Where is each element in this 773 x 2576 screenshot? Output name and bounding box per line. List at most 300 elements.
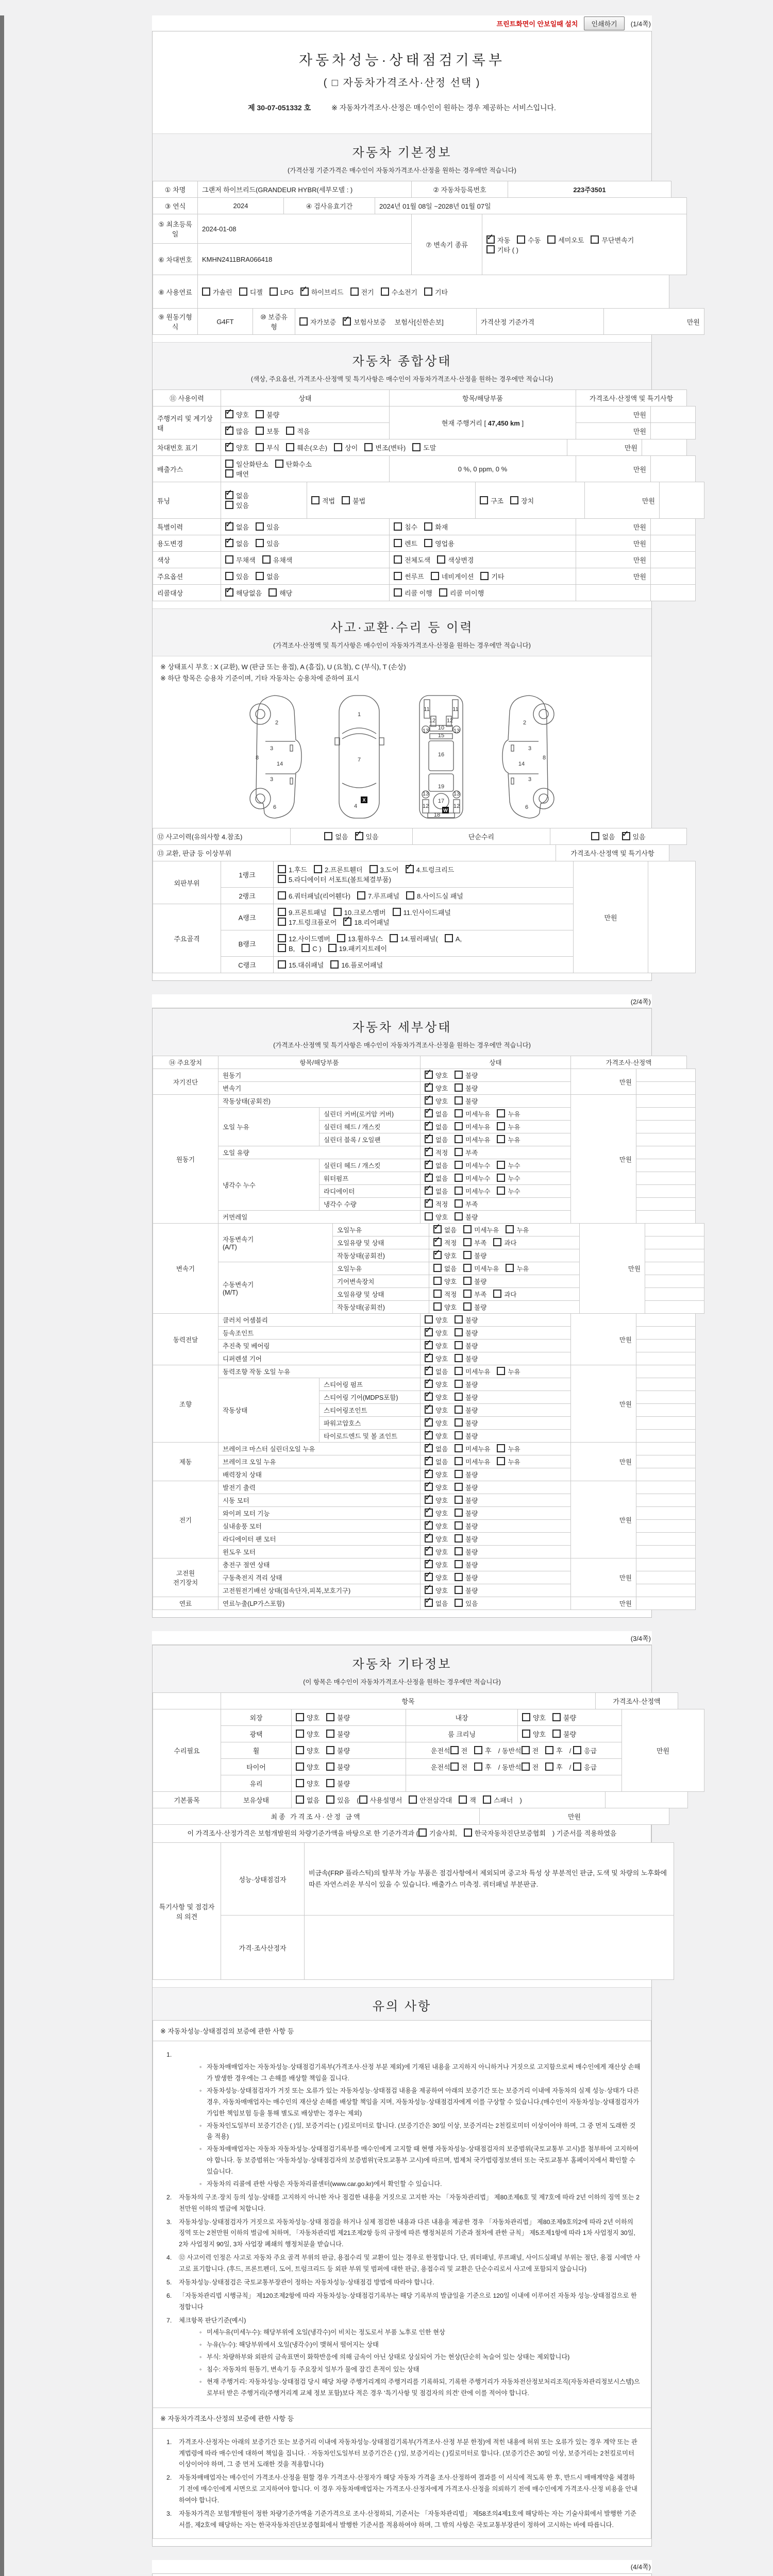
table-cell	[292, 1775, 406, 1792]
table-cell: 라디에이터	[320, 1185, 421, 1198]
checkbox-unchecked: 색상변경	[437, 555, 474, 565]
caution-item: 7. 체크항목 판단기준(예시)	[166, 2316, 246, 2324]
table-cell	[421, 1352, 571, 1365]
diagram-part-number: 6	[525, 804, 529, 811]
table-cell: 변속기	[219, 1082, 421, 1095]
checkbox-unchecked: 훼손(오손)	[286, 443, 327, 452]
checkbox-unchecked: 전	[522, 1762, 539, 1772]
caution-item: 2. 자동차매매업자는 매수인이 가격조사·산정을 원할 경우 가격조사·산정자가 해당 자동차 가격을 조사·산정하여 결과를 이 서식에 적도록 한 후, 반드시 매매계약을 체결하기 전에 매수인에게 서면으로 고지하여야 합니다. 이 경우 자동차매매업자는 가격조사·산정자에게 가격조사·산정을 의뢰하기 전에 매수인에게 가격조사·산정 비용을 안내하여야 합니다.	[166, 2474, 638, 2504]
table-cell: 차대번호 표기	[153, 439, 221, 456]
table-cell	[390, 535, 576, 552]
basic-info-table-row2	[153, 197, 687, 214]
table-cell: 윈도우 모터	[219, 1546, 421, 1558]
checkbox-checked: ✓ 적정	[425, 1199, 448, 1209]
table-cell: 상태	[221, 390, 390, 406]
vin-value: KMHN2411BRA066418	[198, 244, 412, 275]
checkbox-checked: ✓ 양호	[425, 1534, 448, 1544]
first-reg-value: 2024-01-08	[198, 214, 412, 244]
checkbox-unchecked: 있음	[326, 1795, 350, 1805]
checkbox-unchecked: 불량	[455, 1560, 478, 1569]
doc-service-note: ※ 자동차가격조사·산정은 매수인이 원하는 경우 제공하는 서비스입니다.	[331, 104, 556, 112]
detail-highvoltage-group	[153, 1558, 696, 1597]
section-title: 유의 사항	[372, 1999, 432, 2014]
checkbox-unchecked: 불량	[455, 1470, 478, 1479]
table-cell: 항목	[221, 1693, 596, 1709]
page-marker-2: (2/4쪽)	[630, 997, 651, 1006]
checkbox-unchecked: 누유	[497, 1457, 520, 1466]
emission-value: 0 %, 0 ppm, 0 %	[390, 456, 576, 482]
page-marker-strip-3	[152, 1631, 652, 1645]
checkbox-checked: ✓ 하이브리드	[300, 287, 344, 297]
checkbox-checked: ✓ 없음	[425, 1174, 448, 1183]
caution-price-header: ※ 자동차가격조사·산정의 보증에 관한 사항 등	[153, 2408, 651, 2429]
section-note: (색상, 주요옵션, 가격조사·산정액 및 특기사항은 매수인이 자동차가격조사·산정을 원하는 경우에만 적습니다)	[250, 376, 553, 383]
table-cell: 만원	[571, 1597, 636, 1610]
caution-item: 3. 자동차가격은 보험개발원이 정한 차량기준가액을 기준가격으로 조사·산정하되, 기준서는 「자동차관리법」 제58조의4제1호에 해당하는 자는 기술사회에서 발행한 기준서를, 제2호에 해당하는 자는 한국자동차진단보증협회에서 발행한 기준서를 적용하여야 하며, 그 밖의 사항은 국토교통부장관이 정하여 고시하는 바에 따릅니다.	[166, 2510, 636, 2529]
checkbox-unchecked: 과다	[493, 1238, 516, 1247]
checkbox-unchecked: 탄화수소	[275, 459, 312, 469]
year-value: 2024	[198, 198, 284, 214]
checkbox-checked: ✓ 양호	[425, 1431, 448, 1440]
table-cell	[421, 1172, 571, 1185]
diagram-part-number: 19	[438, 784, 445, 790]
comp-color-row	[153, 551, 696, 568]
table-cell: 만원	[622, 1709, 704, 1792]
checkbox-unchecked: 양호	[522, 1729, 546, 1739]
table-cell	[636, 1069, 696, 1082]
section-note: (가격산정 기준가격은 매수인이 자동차가격조사·산정을 원하는 경우에만 적습니다)	[288, 167, 516, 174]
checkbox-unchecked: 스패너	[483, 1795, 513, 1805]
checkbox-unchecked: 적법	[311, 496, 335, 505]
diagram-part-number: 14	[518, 761, 525, 768]
table-cell: 가격조사·산정액	[571, 1056, 687, 1069]
checkbox-unchecked: 무단변속기	[591, 235, 634, 245]
diagram-part-number: 8	[255, 755, 259, 761]
table-cell	[274, 904, 574, 930]
table-cell: 고전원 전기장치	[153, 1558, 219, 1597]
page-2	[152, 1008, 652, 1618]
table-cell	[221, 482, 307, 519]
table-cell: 만원	[576, 535, 651, 552]
table-cell	[645, 1236, 704, 1249]
checkbox-unchecked: 구조	[480, 496, 503, 505]
table-cell: C랭크	[221, 957, 274, 973]
table-cell: 만원	[576, 552, 651, 568]
checkbox-unchecked: C )	[301, 944, 321, 953]
diagram-part-number: 2	[523, 720, 527, 726]
checkbox-unchecked: 전체도색	[394, 555, 430, 565]
page-3	[152, 1645, 670, 2546]
detail-transmission-group	[153, 1223, 704, 1314]
table-cell: 고전원전기배선 상태(접속단자,피복,보호기구)	[219, 1584, 421, 1597]
checkbox-unchecked: 미세누유	[455, 1444, 490, 1453]
table-cell	[421, 1378, 571, 1391]
checkbox-checked: ✓ 없음	[425, 1161, 448, 1170]
checkbox-unchecked: 변조(변타)	[364, 443, 406, 452]
table-cell: 1랭크	[221, 861, 274, 888]
checkbox-unchecked: 양호	[296, 1762, 320, 1772]
page-marker-strip-2	[152, 994, 652, 1008]
caution-item: 6. 「자동차관리법 시행규칙」 제120조제2항에 따라 자동차성능·상태점검기록부는 해당 기록부의 발급일을 기준으로 120일 이내에 이루어진 자동차 성능·상태점검으로 한정합니다	[166, 2292, 637, 2311]
comp-mileage-row	[153, 406, 696, 439]
table-cell	[221, 585, 390, 601]
table-cell	[636, 1108, 696, 1121]
diagram-part-number: 8	[542, 755, 546, 761]
table-cell: 라디에이터 팬 모터	[219, 1533, 421, 1546]
table-cell: 작동상태(공회전)	[219, 1095, 421, 1108]
checkbox-checked: ✓자동	[486, 235, 510, 245]
section-title: 자동차 기본정보	[352, 146, 452, 160]
table-cell	[636, 1481, 696, 1494]
table-cell	[642, 439, 687, 456]
table-cell	[221, 406, 390, 423]
checkbox-unchecked: 렌트	[394, 538, 417, 548]
checkbox-unchecked: 양호	[296, 1729, 320, 1739]
comp-usage-row	[153, 535, 696, 552]
checkbox-unchecked: 12.사이드멤버	[278, 934, 330, 943]
table-cell: 냉각수 수량	[320, 1198, 421, 1211]
basic-info-table-fuel	[153, 275, 669, 309]
table-cell: 충전구 절연 상태	[219, 1558, 421, 1571]
checkbox-unchecked: 11.인사이드패널	[393, 907, 451, 917]
diagram-part-number: 16	[438, 752, 445, 758]
table-cell	[390, 519, 576, 535]
doc-number-row	[153, 92, 651, 126]
table-cell: 오일누유	[333, 1224, 429, 1236]
table-cell	[390, 552, 576, 568]
section-detail-state	[153, 1008, 651, 1056]
table-cell	[636, 1352, 696, 1365]
checkbox-checked: ✓ 양호	[433, 1251, 457, 1260]
table-cell	[421, 1146, 571, 1159]
checkbox-unchecked: 불량	[455, 1483, 478, 1492]
checkbox-unchecked: 없음	[256, 571, 279, 581]
table-cell	[421, 1443, 571, 1455]
diagram-part-number: 12	[422, 803, 429, 810]
checkbox-unchecked: 양호	[425, 1212, 448, 1222]
checkbox-unchecked: 잭	[459, 1795, 476, 1805]
checkbox-unchecked: 불량	[326, 1778, 350, 1788]
caution-subitem: ◦ 자동차의 리콜에 관한 사항은 자동차리콜센터(www.car.go.kr)에서 확인할 수 있습니다.	[199, 2180, 442, 2188]
checkbox-unchecked: 부족	[455, 1199, 478, 1209]
table-cell	[421, 1082, 571, 1095]
table-cell: 변속기	[153, 1224, 219, 1314]
table-cell	[636, 1121, 696, 1133]
diagram-part-number: 12	[453, 803, 460, 810]
comp-tuning-row	[153, 482, 704, 519]
checkbox-unchecked: 불량	[455, 1534, 478, 1544]
section-title: 자동차 기타정보	[352, 1657, 452, 1672]
legend-symbols: ※ 상태표시 부호 : X (교환), W (판금 또는 용접), A (흠집), U (요철), C (부식), T (손상)	[160, 663, 406, 671]
checkbox-unchecked: 전	[450, 1745, 468, 1755]
table-cell: 자동변속기 (A/T)	[219, 1224, 333, 1262]
checkbox-unchecked: 불량	[326, 1762, 350, 1772]
table-cell	[421, 1494, 571, 1507]
table-cell	[636, 1430, 696, 1443]
table-cell	[651, 552, 696, 568]
table-cell: 광택	[221, 1726, 292, 1742]
checkbox-unchecked: 누수	[497, 1161, 520, 1170]
caution-perf-list	[153, 2041, 651, 2408]
print-button[interactable]: 인쇄하기	[584, 16, 624, 30]
table-cell: 만원	[576, 406, 651, 423]
table-cell: 만원	[567, 439, 642, 456]
table-cell	[636, 1507, 696, 1520]
doc-select-line: ( □ 자동차가격조사·산정 선택 )	[323, 77, 481, 89]
checkbox-checked: ✓ 없음	[425, 1444, 448, 1453]
table-cell: 리콜대상	[153, 585, 221, 601]
table-cell: 색상	[153, 552, 221, 568]
table-cell	[645, 1262, 704, 1275]
table-cell	[636, 1443, 696, 1455]
checkbox-unchecked: 양호	[296, 1745, 320, 1755]
caution-subitem: ◦ 자동차인도일부터 보증기간은 ( )일, 보증거리는 ( )킬로미터로 합니다. (보증기간은 30일 이상, 보증거리는 2천킬로미터 이상이어야 하며, 그 중 먼저 도래한 것을 적용)	[199, 2122, 636, 2141]
caution-item: 1. 가격조사·산정자는 아래의 보증기간 또는 보증거리 이내에 자동차성능·상태점검기록부(가격조사·산정 부분 한정)에 적힌 내용에 허위 또는 오류가 있는 경우 계약 또는 관계법령에 따라 매수인에 대하여 책임을 집니다. · 자동차인도일부터 보증기간은 ( )일, 보증거리는 ( )킬로미터로 합니다. (보증기간은 30일 이상, 보증거리는 2천킬로미터 이상이어야 하며, 그 중 먼저 도래한 것을 적용합니다)	[166, 2438, 637, 2468]
table-cell: 룸 크리닝	[406, 1726, 518, 1742]
table-cell	[636, 1198, 696, 1211]
install-hint-link[interactable]: 프린트화면이 안보일때 설치	[496, 20, 578, 28]
table-cell	[550, 828, 687, 845]
table-cell: 와이퍼 모터 기능	[219, 1507, 421, 1520]
table-cell: 파워고압호스	[320, 1417, 421, 1430]
checkbox-unchecked: 불량	[455, 1071, 478, 1080]
page-4	[152, 2573, 652, 2576]
checkbox-unchecked: 불량	[455, 1354, 478, 1363]
diagram-part-number: 13	[422, 728, 429, 735]
caution-subitem: ◦ 침수: 자동차의 원동기, 변속기 등 주요장치 일부가 물에 잠긴 흔적이 있는 상태	[199, 2366, 419, 2374]
table-cell	[636, 1571, 696, 1584]
table-cell: 성능·상태점검자	[221, 1843, 305, 1916]
checkbox-unchecked: 누수	[497, 1174, 520, 1183]
checkbox-unchecked: 불법	[342, 496, 365, 505]
table-cell	[421, 1095, 571, 1108]
checkbox-unchecked: 양호	[296, 1778, 320, 1788]
car-diagram-side-right	[495, 692, 559, 821]
table-cell	[221, 423, 390, 439]
table-cell	[406, 1775, 622, 1792]
checkbox-unchecked: 세미오토	[547, 235, 584, 245]
table-cell	[636, 1468, 696, 1481]
table-cell	[421, 1391, 571, 1404]
caution-item: 2. 자동차의 구조·장치 등의 성능·상태를 고지하지 아니한 자나 점검한 내용을 거짓으로 고지한 자는 「자동차관리법」 제80조제6호 및 제7호에 따라 2년 이하의 징역 또는 2천만원 이하의 벌금에 처합니다.	[166, 2193, 640, 2212]
inspector-opinion: 비금속(FRP 플라스틱)의 탈부착 가능 부품은 점검사항에서 제외되며 중고차 특성 상 부분적인 판금, 도색 및 차량의 노후화에 따른 자연스러운 부식이 있을 수 있습니다. 배출가스 미측정. 쿼터패널 부분판금.	[305, 1843, 674, 1916]
table-cell	[291, 828, 413, 845]
checkbox-unchecked: 불량	[455, 1096, 478, 1106]
fuel-label: ⑧ 사용연료	[153, 275, 198, 309]
table-cell: ⑫ 사고이력(유의사항 4.참조)	[153, 828, 291, 845]
car-name-label: ① 차명	[153, 181, 198, 198]
diagram-part-number: 13	[422, 791, 429, 798]
checkbox-unchecked: 양호	[296, 1713, 320, 1722]
table-cell: 구동축전지 격리 상태	[219, 1571, 421, 1584]
print-preview-window	[0, 15, 773, 2576]
checkbox-checked: ✓ 해당없음	[225, 588, 262, 598]
caution-subitem: ◦ 부식: 차량하부와 외판의 금속표면이 화학반응에 의해 금속이 아닌 상태로 상실되어 가는 현상(단순히 녹슬어 있는 상태는 제외합니다)	[199, 2353, 570, 2361]
detail-electric-group	[153, 1481, 696, 1558]
detail-steering-group	[153, 1365, 696, 1443]
section-title: 자동차 종합상태	[352, 354, 452, 368]
diagram-part-number: 15	[438, 733, 445, 739]
table-cell	[651, 519, 696, 535]
checkbox-unchecked: 불량	[455, 1547, 478, 1556]
table-cell	[421, 1185, 571, 1198]
etc-basic-items-table	[153, 1791, 688, 1808]
table-cell: 만원	[571, 1314, 636, 1365]
checkbox-unchecked: 해당	[268, 588, 292, 598]
window-left-edge	[0, 15, 4, 2576]
table-cell	[421, 1533, 571, 1546]
checkbox-unchecked: 적음	[286, 426, 310, 436]
table-cell	[636, 1146, 696, 1159]
diagram-part-number: 3	[528, 776, 532, 783]
checkbox-checked: ✓ 양호	[425, 1547, 448, 1556]
diagram-part-number: 3	[270, 745, 274, 752]
checkbox-unchecked: 응급	[573, 1745, 597, 1755]
checkbox-unchecked: 16.플로어패널	[330, 960, 383, 970]
caution-subitem: ◦ 현재 주행거리: 자동차성능·상태점검 당시 해당 차량 주행거리계의 주행거리를 기록하되, 기록한 주행거리가 자동차전산정보처리조직(자동차관리정보시스템)으로부터 받은 주행거리(주행거리계 교체 정보 포함)보다 적은 경우 '특기사항 및 점검자의 의견' 란에 이를 적어야 합니다.	[199, 2378, 640, 2397]
caution-subitem: ◦ 자동차성능·상태점검자가 거짓 또는 오류가 있는 자동차성능·상태점검 내용을 제공하여 아래의 보증기간 또는 보증거리 이내에 자동차의 실제 성능·상태가 다른 경우, 자동차매매업자는 매수인의 재산상 손해를 배상할 책임을 지며, 자동차성능·상태점검자에게 이를 구상할 수 있습니다.(매수인이 자동차성능·상태점검자가 가입한 책임보험 등을 통해 별도로 배상받는 경우는 제외)	[199, 2087, 640, 2117]
checkbox-unchecked: 양호	[425, 1315, 448, 1325]
checkbox-unchecked: 후	[474, 1762, 492, 1772]
detail-engine-group	[153, 1094, 696, 1224]
table-cell	[636, 1558, 696, 1571]
checkbox-unchecked: 후	[545, 1762, 563, 1772]
table-cell: 기본품목	[153, 1792, 221, 1808]
table-cell	[636, 1417, 696, 1430]
table-cell: 휠	[221, 1742, 292, 1759]
checkbox-checked: ✓ 없음	[425, 1109, 448, 1118]
table-cell	[636, 1159, 696, 1172]
table-cell: 커먼레일	[219, 1211, 421, 1224]
detail-brake-group	[153, 1442, 696, 1481]
checkbox-unchecked: 가솔린	[202, 287, 232, 297]
table-cell: 항목/해당부품	[219, 1056, 421, 1069]
table-cell: 가격조사·산정액 및 특기사항	[576, 390, 687, 406]
basic-info-table-row34	[153, 214, 687, 275]
checkbox-unchecked: 2.프론트휀더	[314, 865, 363, 874]
table-cell: 스티어링 펌프	[320, 1378, 421, 1391]
base-price-label: 가격산정 기준가격	[477, 309, 604, 335]
checkbox-unchecked: 기타	[424, 287, 448, 297]
car-diagram-side-left	[245, 692, 309, 821]
section-caution	[153, 1987, 651, 2021]
table-cell: 추진축 및 베어링	[219, 1340, 421, 1352]
page-1	[152, 31, 700, 981]
diagram-part-number: 3	[270, 776, 274, 783]
diagram-part-number: 1	[357, 711, 361, 718]
checkbox-checked: ✓ 양호	[425, 1521, 448, 1531]
damage-mark-letter: X	[362, 798, 366, 803]
diagram-legend	[160, 662, 644, 684]
section-note: (가격조사·산정액 및 특기사항은 매수인이 자동차가격조사·산정을 원하는 경우에만 적습니다)	[273, 1042, 531, 1049]
table-cell: 전기	[153, 1481, 219, 1558]
checkbox-unchecked: 누유	[497, 1109, 520, 1118]
table-cell: 배력장치 상태	[219, 1468, 421, 1481]
trans-label: ⑦ 변속기 종류	[412, 214, 482, 275]
checkbox-unchecked: 불량	[326, 1713, 350, 1722]
checkbox-checked: ✓없음	[225, 490, 249, 500]
table-cell	[636, 1172, 696, 1185]
table-cell: 제동	[153, 1443, 219, 1481]
checkbox-checked: ✓ 없음	[425, 1457, 448, 1466]
table-cell: B랭크	[221, 930, 274, 957]
checkbox-unchecked: 영업용	[424, 538, 455, 548]
checkbox-unchecked: 있음	[225, 500, 249, 510]
table-cell	[636, 1327, 696, 1340]
table-cell: 없음 있음 ( 사용설명서 안전삼각대 잭 스패너 )	[292, 1792, 606, 1808]
checkbox-unchecked: 1.후드	[278, 865, 307, 874]
caution-item: 1.	[166, 2051, 172, 2059]
checkbox-checked: ✓ 적정	[433, 1238, 457, 1247]
table-cell	[221, 456, 390, 482]
section-accident-history	[153, 608, 651, 656]
table-cell	[421, 1198, 571, 1211]
table-cell	[651, 423, 696, 439]
table-cell: 만원	[576, 568, 651, 585]
checkbox-unchecked: 6.쿼터패널(리어휀다)	[278, 891, 350, 901]
checkbox-unchecked: 불량	[455, 1586, 478, 1595]
diagram-part-number: 4	[354, 803, 358, 810]
table-cell: 브레이크 마스터 실린더오일 누유	[219, 1443, 421, 1455]
checkbox-checked: ✓ 양호	[425, 1083, 448, 1093]
table-cell	[305, 1916, 674, 1980]
caution-perf-header: ※ 자동차성능·상태점검의 보증에 관한 사항 등	[153, 2020, 651, 2041]
car-diagram-bottom	[410, 692, 473, 821]
table-cell	[576, 585, 651, 601]
checkbox-unchecked: 부족	[463, 1290, 486, 1299]
warranty-options: 자가보증 ✓ 보험사보증 보험사[신한손보]	[295, 309, 477, 335]
checkbox-unchecked: 3.도어	[369, 865, 399, 874]
table-cell: 연료누출(LP가스포함)	[219, 1597, 421, 1610]
table-cell: 만원	[571, 1095, 636, 1224]
table-cell: 만원	[571, 1443, 636, 1481]
checkbox-unchecked: 미세누수	[455, 1187, 490, 1196]
checkbox-unchecked: 응급	[573, 1762, 597, 1772]
checkbox-unchecked: 일산화탄소	[225, 459, 268, 469]
detail-table-header	[153, 1056, 687, 1069]
checkbox-unchecked: 불량	[552, 1713, 576, 1722]
checkbox-unchecked: 미세누유	[455, 1135, 490, 1144]
checkbox-unchecked: 불량	[455, 1315, 478, 1325]
table-cell	[636, 1455, 696, 1468]
table-cell	[274, 930, 574, 957]
checkbox-checked: ✓ 있음	[622, 832, 646, 841]
checkbox-checked: ✓ 없음	[425, 1599, 448, 1608]
checkbox-checked: ✓양호	[225, 410, 249, 419]
diagram-part-number: 13	[453, 728, 460, 735]
table-cell: 용도변경	[153, 535, 221, 552]
checkbox-checked: ✓ 적정	[425, 1148, 448, 1157]
table-cell: 스티어링 기어(MDPS포함)	[320, 1391, 421, 1404]
table-cell	[429, 1301, 580, 1314]
checkbox-checked: ✓ 양호	[425, 1328, 448, 1337]
table-cell: 타이어	[221, 1759, 292, 1775]
checkbox-unchecked: 부족	[463, 1238, 486, 1247]
table-cell	[292, 1742, 406, 1759]
table-cell: 시동 모터	[219, 1494, 421, 1507]
table-cell	[421, 1520, 571, 1533]
table-cell	[421, 1597, 571, 1610]
table-cell	[421, 1340, 571, 1352]
checkbox-checked: ✓ 양호	[425, 1380, 448, 1389]
table-cell: 만원	[576, 456, 651, 482]
table-cell: 내장	[406, 1709, 518, 1726]
engine-type-value: G4FT	[198, 309, 253, 335]
checkbox-unchecked: 14.필러패널(	[390, 934, 438, 943]
checkbox-unchecked: 사용설명서	[359, 1795, 402, 1805]
checkbox-unchecked: 리콜 이행	[394, 588, 432, 598]
table-cell	[636, 1340, 696, 1352]
